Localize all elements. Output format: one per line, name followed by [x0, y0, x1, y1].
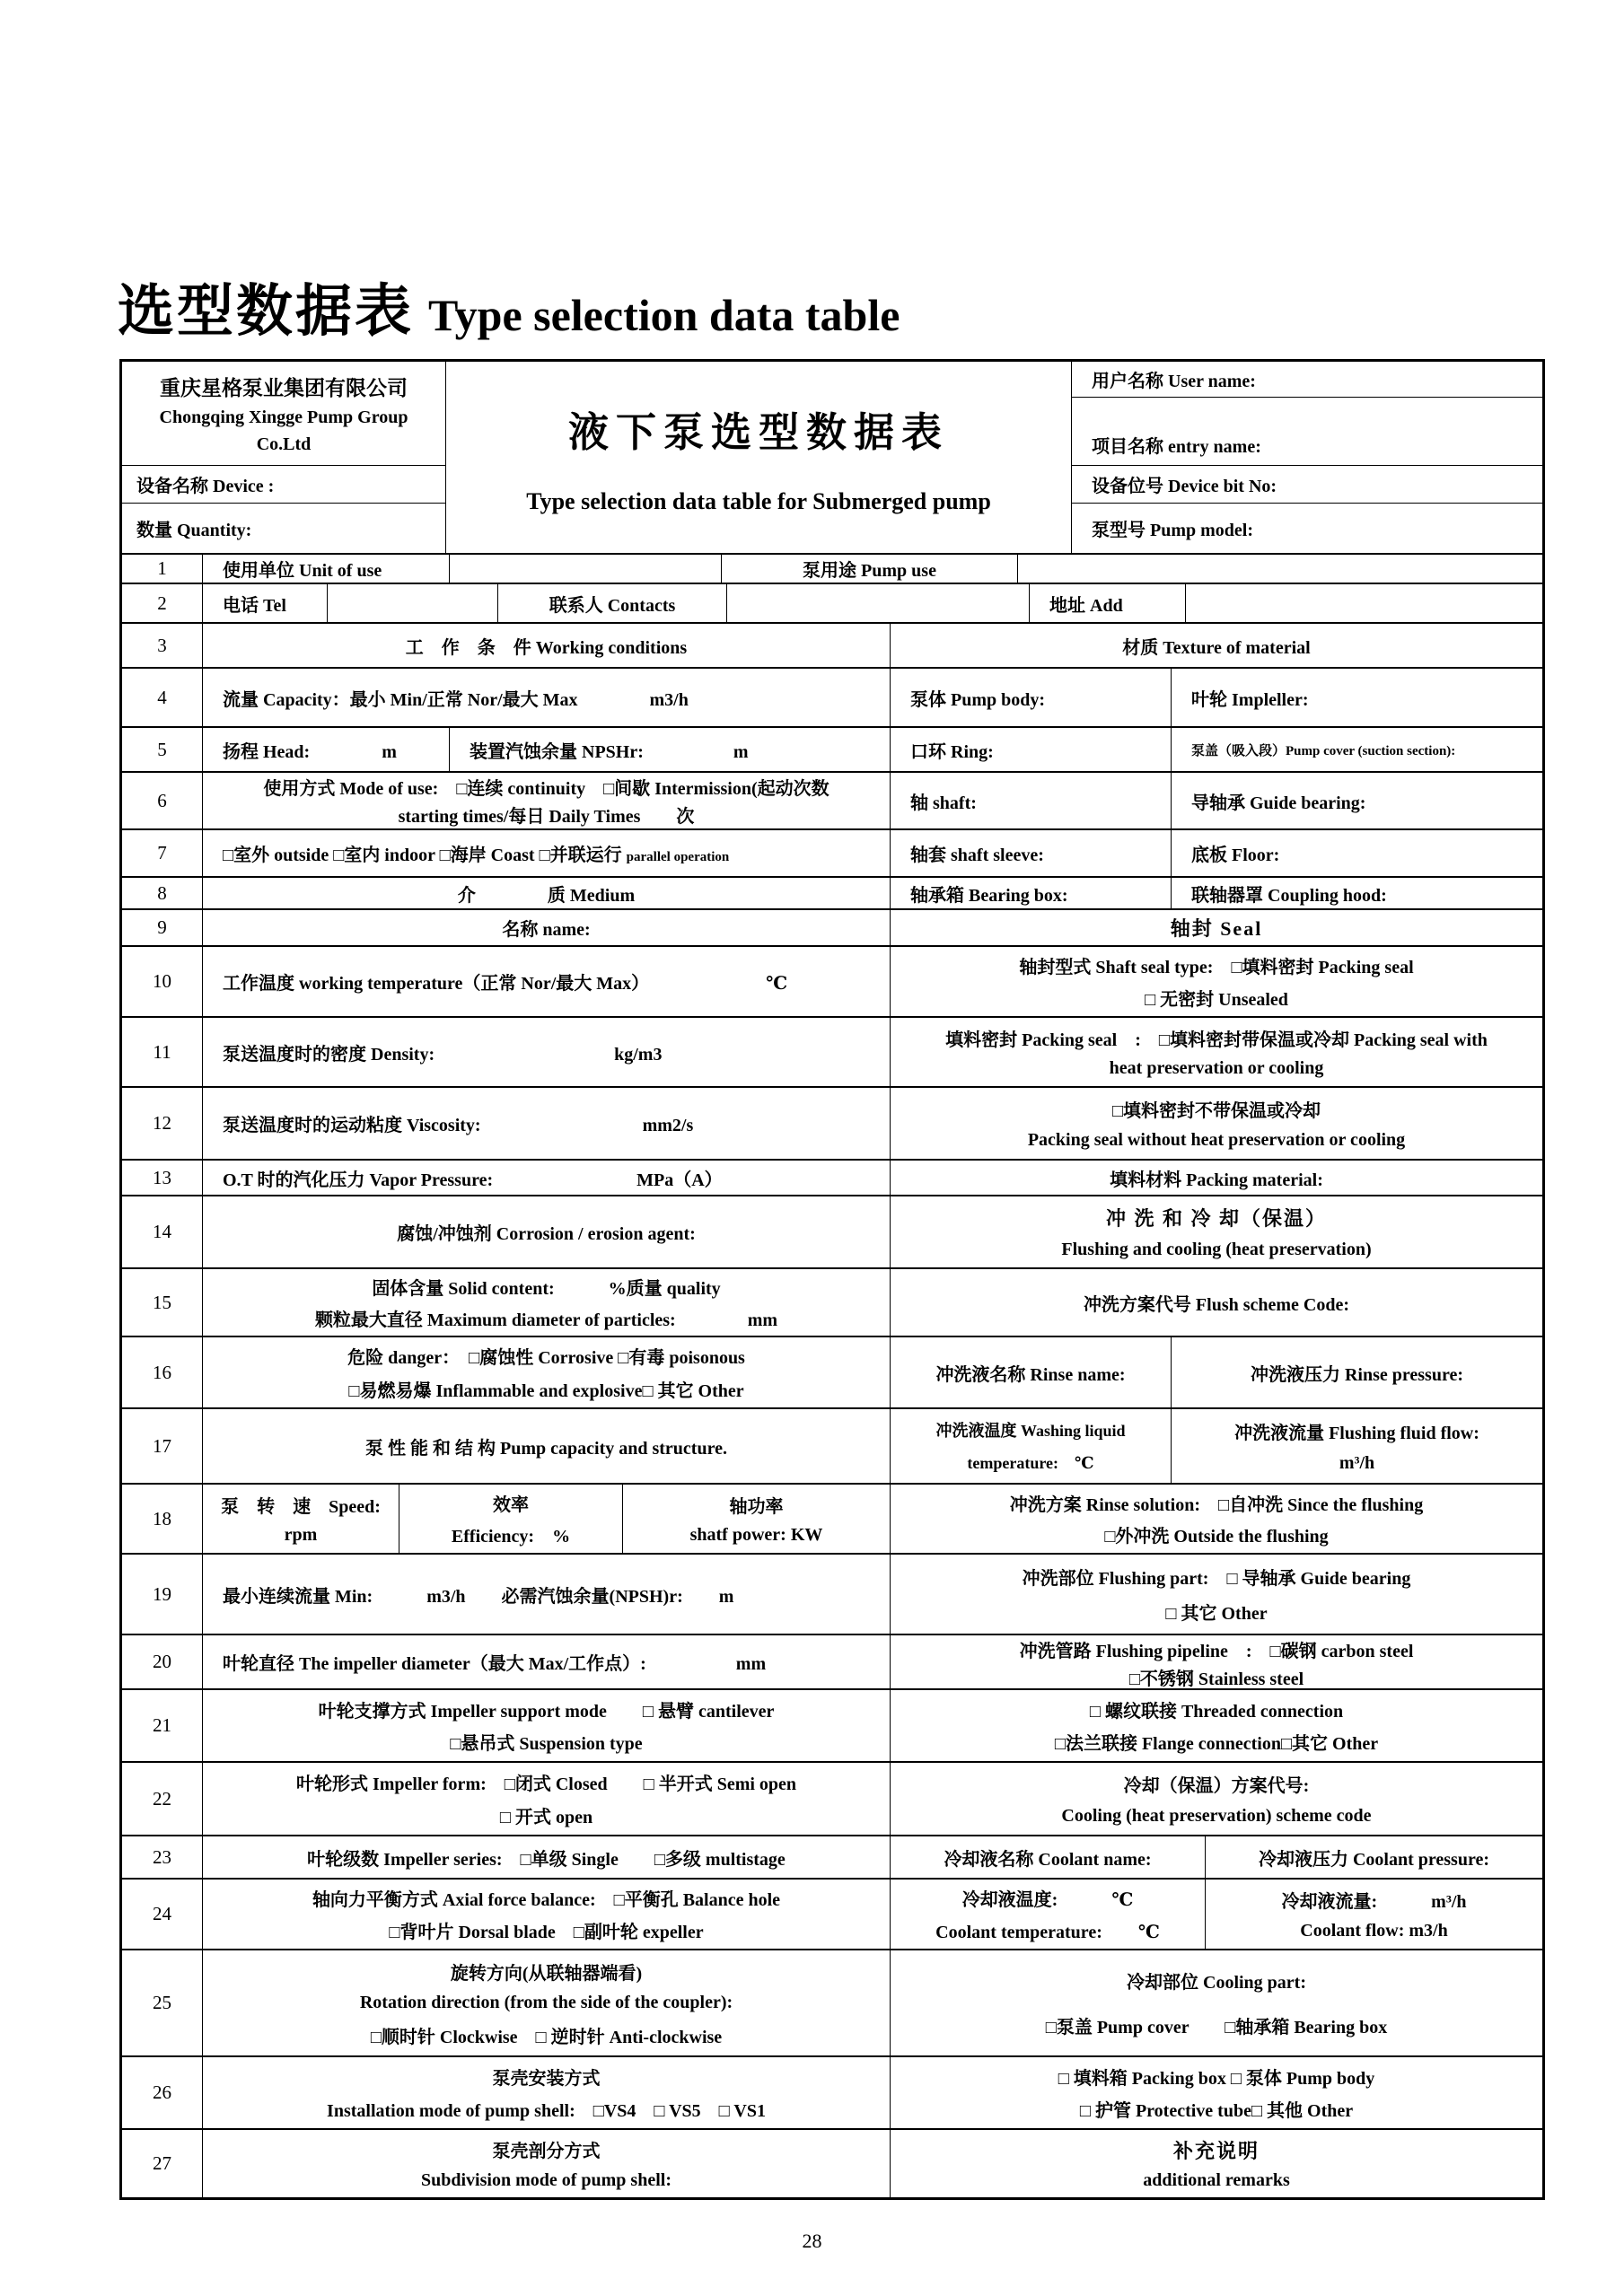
- table-header: [122, 362, 1542, 555]
- row-19-number: 19: [122, 1555, 203, 1634]
- device-bit-no-field: 设备位号 Device bit No:: [1072, 466, 1542, 504]
- coolant-pressure-field: 冷却液压力 Coolant pressure:: [1258, 1849, 1490, 1870]
- address-label: 地址 Add: [1030, 584, 1186, 622]
- device-name-field: 设备名称 Device :: [122, 466, 445, 504]
- cooling-part-field: 冷却部位 Cooling part: □泵盖 Pump cover □轴承箱 Bearing box: [1045, 1973, 1388, 2037]
- row-23-right: [891, 1836, 1542, 1878]
- mode-of-use-field: 使用方式 Mode of use: □连续 continuity □间歇 Intermission(起动次数 starting times/每日 Daily Times 次: [203, 773, 891, 828]
- selection-data-table: [119, 359, 1545, 2200]
- project-column: [1072, 362, 1542, 553]
- user-name-field: 用户名称 User name:: [1072, 362, 1542, 398]
- row-17: [122, 1409, 1542, 1485]
- row-12: [122, 1088, 1542, 1161]
- row-18-number: 18: [122, 1485, 203, 1553]
- working-temperature-field: 工作温度 working temperature（正常 Nor/最大 Max） ℃: [203, 947, 891, 1016]
- efficiency-field: 效率 Efficiency: %: [399, 1485, 623, 1553]
- row-2-number: 2: [122, 584, 203, 622]
- vapor-pressure-field: O.T 时的汽化压力 Vapor Pressure: MPa（A）: [203, 1161, 891, 1195]
- tel-blank: [328, 584, 498, 622]
- washing-liquid-temperature-field: 冲洗液温度 Washing liquid temperature: ℃: [891, 1409, 1172, 1483]
- form-title-cell: [446, 362, 1072, 553]
- viscosity-field: 泵送温度时的运动粘度 Viscosity: mm2/s: [203, 1088, 891, 1159]
- coupling-hood-field: 联轴器罩 Coupling hood:: [1191, 885, 1387, 906]
- impeller-form-field: 叶轮形式 Impeller form: □闭式 Closed □ 半开式 Semi open □ 开式 open: [203, 1763, 891, 1835]
- row-21: [122, 1690, 1542, 1763]
- shaft-field: 轴 shaft:: [891, 773, 1172, 828]
- row-13-number: 13: [122, 1161, 203, 1195]
- coolant-flow-field: 冷却液流量: m³/h Coolant flow: m3/h: [1281, 1892, 1467, 1941]
- guide-bearing-field: 导轴承 Guide bearing:: [1191, 793, 1366, 813]
- working-conditions-header: 工 作 条 件 Working conditions: [203, 624, 891, 667]
- connection-type-field: □ 螺纹联接 Threaded connection □法兰联接 Flange connection□其它 Other: [1054, 1701, 1379, 1755]
- row-7-right: [891, 830, 1542, 876]
- row-22-number: 22: [122, 1763, 203, 1835]
- row-7-number: 7: [122, 830, 203, 876]
- company-name-suffix: Co.Ltd: [256, 434, 312, 454]
- contacts-label: 联系人 Contacts: [498, 584, 727, 622]
- row-1: [122, 555, 1542, 584]
- rinse-solution-field: 冲洗方案 Rinse solution: □自冲洗 Since the flushing □外冲洗 Outside the flushing: [1009, 1494, 1424, 1547]
- row-9-number: 9: [122, 910, 203, 945]
- packing-seal-with-cooling-field: 填料密封 Packing seal : □填料密封带保温或冷却 Packing seal with heat preservation or cooling: [945, 1030, 1488, 1079]
- pump-speed-field: 泵 转 速 Speed: rpm: [203, 1485, 399, 1553]
- row-8-right: [891, 878, 1542, 908]
- shaft-seal-header: 轴封 Seal: [1170, 917, 1263, 940]
- page-title: [118, 266, 900, 347]
- flushing-cooling-header: 冲 洗 和 冷 却（保温） Flushing and cooling (heat preservation): [1061, 1207, 1372, 1259]
- corrosion-agent-field: 腐蚀/冲蚀剂 Corrosion / erosion agent:: [203, 1196, 891, 1267]
- entry-name-field: 项目名称 entry name:: [1072, 398, 1542, 466]
- form-title-en: Type selection data table for Submerged pump: [526, 488, 991, 514]
- flushing-fluid-flow-field: 冲洗液流量 Flushing fluid flow: m³/h: [1234, 1423, 1479, 1474]
- shaft-sleeve-field: 轴套 shaft sleeve:: [891, 830, 1172, 876]
- packing-material-field: 填料材料 Packing material:: [1110, 1170, 1323, 1190]
- row-5-number: 5: [122, 728, 203, 771]
- row-27-number: 27: [122, 2130, 203, 2197]
- row-14-number: 14: [122, 1196, 203, 1267]
- axial-force-balance-field: 轴向力平衡方式 Axial force balance: □平衡孔 Balance hole □背叶片 Dorsal blade □副叶轮 expeller: [203, 1880, 891, 1949]
- tel-label: 电话 Tel: [203, 584, 328, 622]
- page-title-cn: 选型数据表: [118, 280, 414, 343]
- page-number: 28: [802, 2230, 822, 2252]
- ring-field: 口环 Ring:: [891, 728, 1172, 771]
- row-23: [122, 1836, 1542, 1880]
- row-10: [122, 947, 1542, 1018]
- row-6-right: [891, 773, 1542, 828]
- pump-cover-field: 泵盖（吸入段）Pump cover (suction section):: [1191, 743, 1456, 758]
- row-1-number: 1: [122, 555, 203, 583]
- unit-of-use-label: 使用单位 Unit of use: [203, 555, 450, 583]
- floor-field: 底板 Floor:: [1191, 846, 1280, 865]
- company-name-en: Chongqing Xingge Pump Group: [159, 407, 408, 427]
- row-4-right: [891, 669, 1542, 726]
- row-11: [122, 1018, 1542, 1088]
- pump-use-label: 泵用途 Pump use: [722, 555, 1018, 583]
- page-title-en: Type selection data table: [428, 290, 900, 340]
- cooling-scheme-code-field: 冷却（保温）方案代号: Cooling (heat preservation) scheme code: [1061, 1776, 1372, 1826]
- danger-options-field: 危险 danger： □腐蚀性 Corrosive □有毒 poisonous □易燃易爆 Inflammable and explosive□ 其它 Other: [203, 1337, 891, 1407]
- row-25-number: 25: [122, 1950, 203, 2055]
- capacity-field: 流量 Capacity：最小 Min/正常 Nor/最大 Max m3/h: [203, 669, 891, 726]
- row-24-number: 24: [122, 1880, 203, 1949]
- unit-of-use-blank: [450, 555, 722, 583]
- row-16: [122, 1337, 1542, 1409]
- medium-name-field: 名称 name:: [203, 910, 891, 945]
- head-field: 扬程 Head: m: [203, 728, 450, 771]
- row-6: [122, 773, 1542, 830]
- row-3-number: 3: [122, 624, 203, 667]
- location-options-field: [203, 830, 891, 876]
- impeller-series-field: 叶轮级数 Impeller series: □单级 Single □多级 multistage: [203, 1836, 891, 1878]
- coolant-temperature-field: 冷却液温度: ℃ Coolant temperature: ℃: [891, 1880, 1206, 1949]
- shaft-power-field: 轴功率 shatf power: KW: [623, 1485, 891, 1553]
- density-field: 泵送温度时的密度 Density: kg/m3: [203, 1018, 891, 1086]
- row-19: [122, 1555, 1542, 1635]
- form-title-cn: 液下泵选型数据表: [567, 410, 949, 455]
- coolant-name-field: 冷却液名称 Coolant name:: [891, 1836, 1206, 1878]
- pump-use-blank: [1018, 555, 1542, 583]
- row-13: [122, 1161, 1542, 1196]
- row-2: [122, 584, 1542, 624]
- row-17-number: 17: [122, 1409, 203, 1483]
- row-15: [122, 1269, 1542, 1337]
- packing-seal-without-cooling-field: □填料密封不带保温或冷却 Packing seal without heat preservation or cooling: [1027, 1100, 1406, 1151]
- row-26-number: 26: [122, 2057, 203, 2128]
- row-4: [122, 669, 1542, 728]
- row-14: [122, 1196, 1542, 1269]
- flush-scheme-code-field: 冲洗方案代号 Flush scheme Code:: [1083, 1294, 1350, 1315]
- installation-mode-field: 泵壳安装方式 Installation mode of pump shell: □VS4 □ VS5 □ VS1: [203, 2057, 891, 2128]
- row-24-right: [891, 1880, 1542, 1949]
- shaft-seal-type-field: 轴封型式 Shaft seal type: □填料密封 Packing seal □ 无密封 Unsealed: [1019, 958, 1414, 1010]
- row-24: [122, 1880, 1542, 1950]
- additional-remarks-header: 补充说明 additional remarks: [1143, 2139, 1290, 2191]
- row-7: [122, 830, 1542, 878]
- row-5: [122, 728, 1542, 773]
- row-10-number: 10: [122, 947, 203, 1016]
- company-box: [122, 362, 445, 466]
- material-header: 材质 Texture of material: [1122, 637, 1311, 658]
- row-22: [122, 1763, 1542, 1836]
- quantity-field: 数量 Quantity:: [136, 521, 252, 540]
- row-9: [122, 910, 1542, 947]
- row-16-right: [891, 1337, 1542, 1407]
- bearing-box-field: 轴承箱 Bearing box:: [891, 878, 1172, 908]
- row-16-number: 16: [122, 1337, 203, 1407]
- parallel-operation-text: parallel operation: [626, 850, 730, 864]
- row-15-number: 15: [122, 1269, 203, 1336]
- flushing-pipeline-field: 冲洗管路 Flushing pipeline : □碳钢 carbon steel □不锈钢 Stainless steel: [1019, 1642, 1414, 1689]
- row-20-number: 20: [122, 1635, 203, 1688]
- row-6-number: 6: [122, 773, 203, 828]
- pump-body-field: 泵体 Pump body:: [891, 669, 1172, 726]
- row-12-number: 12: [122, 1088, 203, 1159]
- rinse-pressure-field: 冲洗液压力 Rinse pressure:: [1250, 1364, 1464, 1385]
- contacts-blank: [727, 584, 1030, 622]
- row-23-number: 23: [122, 1836, 203, 1878]
- row-18: [122, 1485, 1542, 1555]
- medium-header: 介 质 Medium: [203, 878, 891, 908]
- impeller-diameter-field: 叶轮直径 The impeller diameter（最大 Max/工作点）: mm: [203, 1635, 891, 1688]
- flushing-part-field: 冲洗部位 Flushing part: □ 导轴承 Guide bearing □ 其它 Other: [1022, 1568, 1411, 1625]
- row-3: [122, 624, 1542, 669]
- subdivision-mode-field: 泵壳剖分方式 Subdivision mode of pump shell:: [203, 2130, 891, 2197]
- row-20: [122, 1635, 1542, 1690]
- row-5-right: [891, 728, 1542, 771]
- row-11-number: 11: [122, 1018, 203, 1086]
- min-continuous-flow-field: 最小连续流量 Min: m3/h 必需汽蚀余量(NPSH)r: m: [203, 1555, 891, 1634]
- solid-content-field: 固体含量 Solid content: %质量 quality 颗粒最大直径 Maximum diameter of particles: mm: [203, 1269, 891, 1336]
- npshr-field: 装置汽蚀余量 NPSHr: m: [450, 728, 891, 771]
- rotation-direction-field: 旋转方向(从联轴器端看) Rotation direction (from the side of the coupler): □顺时针 Clockwise □ 逆时针 Anti-clockwise: [203, 1950, 891, 2055]
- row-8: [122, 878, 1542, 910]
- row-8-number: 8: [122, 878, 203, 908]
- address-blank: [1186, 584, 1542, 622]
- impeller-support-mode-field: 叶轮支撑方式 Impeller support mode □ 悬臂 cantilever □悬吊式 Suspension type: [203, 1690, 891, 1761]
- pump-capacity-structure-header: 泵 性 能 和 结 构 Pump capacity and structure.: [203, 1409, 891, 1483]
- row-21-number: 21: [122, 1690, 203, 1761]
- impeller-material-field: 叶轮 Impleller:: [1191, 689, 1309, 710]
- company-column: [122, 362, 446, 553]
- cooling-part-options-field: □ 填料箱 Packing box □ 泵体 Pump body □ 护管 Protective tube□ 其他 Other: [1058, 2068, 1375, 2122]
- location-options-text: □室外 outside □室内 indoor □海岸 Coast □并联运行: [223, 846, 627, 865]
- row-27: [122, 2130, 1542, 2197]
- row-4-number: 4: [122, 669, 203, 726]
- rinse-name-field: 冲洗液名称 Rinse name:: [891, 1337, 1172, 1407]
- row-25: [122, 1950, 1542, 2057]
- row-17-right: [891, 1409, 1542, 1483]
- pump-model-field: 泵型号 Pump model:: [1092, 521, 1253, 540]
- company-name-cn: 重庆星格泵业集团有限公司: [160, 377, 408, 399]
- row-26: [122, 2057, 1542, 2130]
